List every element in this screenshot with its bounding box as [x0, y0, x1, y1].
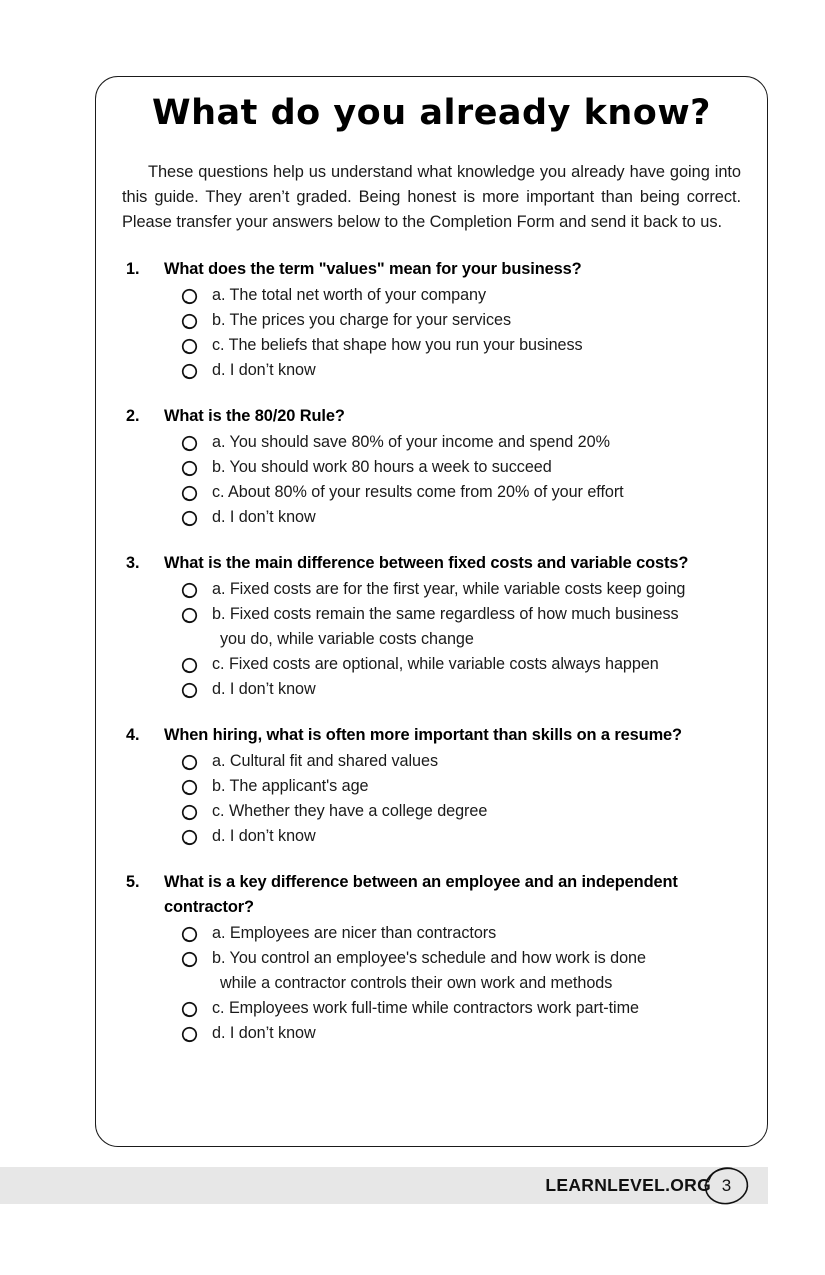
radio-circle-icon[interactable]: [181, 485, 198, 502]
option-row[interactable]: [164, 996, 741, 1021]
page-number-badge: [697, 1163, 755, 1208]
option-text: [212, 308, 741, 333]
option-text: [212, 358, 741, 383]
option-row[interactable]: [164, 921, 741, 946]
option-list: [164, 283, 741, 383]
option-row[interactable]: [164, 799, 741, 824]
option-row[interactable]: [164, 283, 741, 308]
question-block: [122, 257, 741, 383]
option-label-continuation: while a contractor controls their own work and methods: [220, 974, 613, 993]
option-row[interactable]: [164, 602, 741, 652]
option-label: c. Employees work full-time while contractors work part-time: [212, 999, 639, 1018]
option-text: [212, 283, 741, 308]
footer-bar: [0, 1167, 768, 1204]
radio-circle-icon[interactable]: [181, 288, 198, 305]
option-row[interactable]: [164, 455, 741, 480]
option-row[interactable]: [164, 333, 741, 358]
option-label: b. You should work 80 hours a week to succeed: [212, 458, 552, 477]
option-text: [212, 677, 741, 702]
option-list: [164, 430, 741, 530]
option-label: d. I don’t know: [212, 361, 316, 380]
option-label: b. Fixed costs remain the same regardless of how much business: [212, 605, 679, 624]
radio-circle-icon[interactable]: [181, 779, 198, 796]
option-list: [164, 921, 741, 1046]
option-row[interactable]: [164, 308, 741, 333]
radio-circle-icon[interactable]: [181, 435, 198, 452]
option-label: b. The applicant's age: [212, 777, 369, 796]
radio-circle-icon[interactable]: [181, 460, 198, 477]
option-label: d. I don’t know: [212, 508, 316, 527]
question-number: 4.: [126, 726, 140, 745]
option-text: [212, 505, 741, 530]
option-label: a. Fixed costs are for the first year, while variable costs keep going: [212, 580, 686, 599]
option-row[interactable]: [164, 430, 741, 455]
question-number: 1.: [126, 260, 140, 279]
page-number: 3: [721, 1175, 732, 1195]
question-block: [122, 723, 741, 849]
option-text: [212, 824, 741, 849]
option-text: [212, 774, 741, 799]
option-list: [164, 577, 741, 702]
worksheet-card: [95, 76, 768, 1147]
option-label: c. About 80% of your results come from 20% of your effort: [212, 483, 624, 502]
intro-paragraph: These questions help us understand what knowledge you already have going into this guide. They aren’t graded. Being honest is more important than being correct. Please transfer your answers below to the Completion Form and send it back to us.: [122, 163, 741, 232]
option-row[interactable]: [164, 505, 741, 530]
option-label-continuation: you do, while variable costs change: [220, 630, 474, 649]
option-text: [212, 946, 741, 996]
option-text: [212, 921, 741, 946]
radio-circle-icon[interactable]: [181, 1001, 198, 1018]
option-row[interactable]: [164, 946, 741, 996]
option-label: d. I don’t know: [212, 827, 316, 846]
question-text: When hiring, what is often more important than skills on a resume?: [164, 726, 682, 745]
radio-circle-icon[interactable]: [181, 951, 198, 968]
option-label: b. You control an employee's schedule and how work is done: [212, 949, 646, 968]
option-list: [164, 749, 741, 849]
option-text: [212, 652, 741, 677]
option-text: [212, 749, 741, 774]
option-text: [212, 333, 741, 358]
question-text: What is the 80/20 Rule?: [164, 407, 345, 426]
option-text: [212, 430, 741, 455]
radio-circle-icon[interactable]: [181, 829, 198, 846]
radio-circle-icon[interactable]: [181, 657, 198, 674]
option-text: [212, 996, 741, 1021]
option-label: a. You should save 80% of your income and spend 20%: [212, 433, 610, 452]
question-number: 2.: [126, 407, 140, 426]
option-row[interactable]: [164, 577, 741, 602]
option-label: c. Fixed costs are optional, while variable costs always happen: [212, 655, 659, 674]
card-inner: [96, 77, 767, 1046]
question-number: 5.: [126, 873, 140, 892]
option-label: a. Employees are nicer than contractors: [212, 924, 497, 943]
question-block: [122, 870, 741, 1046]
question-text: What does the term "values" mean for your business?: [164, 260, 582, 279]
option-text: [212, 455, 741, 480]
footer-content: [545, 1167, 711, 1204]
radio-circle-icon[interactable]: [181, 313, 198, 330]
radio-circle-icon[interactable]: [181, 510, 198, 527]
option-label: c. Whether they have a college degree: [212, 802, 488, 821]
option-text: [212, 480, 741, 505]
radio-circle-icon[interactable]: [181, 682, 198, 699]
option-label: d. I don’t know: [212, 680, 316, 699]
page-title: What do you already know?: [152, 93, 711, 133]
option-row[interactable]: [164, 1021, 741, 1046]
radio-circle-icon[interactable]: [181, 582, 198, 599]
question-list: [122, 257, 741, 1046]
option-row[interactable]: [164, 358, 741, 383]
option-row[interactable]: [164, 749, 741, 774]
option-label: d. I don’t know: [212, 1024, 316, 1043]
radio-circle-icon[interactable]: [181, 926, 198, 943]
question-text: What is the main difference between fixed costs and variable costs?: [164, 554, 689, 573]
option-label: a. Cultural fit and shared values: [212, 752, 439, 771]
option-text: [212, 602, 741, 652]
option-text: [212, 799, 741, 824]
option-row[interactable]: [164, 774, 741, 799]
option-label: a. The total net worth of your company: [212, 286, 487, 305]
option-row[interactable]: [164, 652, 741, 677]
radio-circle-icon[interactable]: [181, 607, 198, 624]
option-text: [212, 577, 741, 602]
option-label: b. The prices you charge for your services: [212, 311, 512, 330]
option-row[interactable]: [164, 824, 741, 849]
radio-circle-icon[interactable]: [181, 804, 198, 821]
option-label: c. The beliefs that shape how you run your business: [212, 336, 583, 355]
radio-circle-icon[interactable]: [181, 1026, 198, 1043]
option-row[interactable]: [164, 677, 741, 702]
option-text: [212, 1021, 741, 1046]
question-block: [122, 551, 741, 702]
footer-site-label: LEARNLEVEL.ORG: [545, 1175, 711, 1195]
question-block: [122, 404, 741, 530]
question-text: What is a key difference between an employee and an independent contractor?: [164, 873, 678, 917]
radio-circle-icon[interactable]: [181, 363, 198, 380]
radio-circle-icon[interactable]: [181, 754, 198, 771]
radio-circle-icon[interactable]: [181, 338, 198, 355]
option-row[interactable]: [164, 480, 741, 505]
question-number: 3.: [126, 554, 140, 573]
